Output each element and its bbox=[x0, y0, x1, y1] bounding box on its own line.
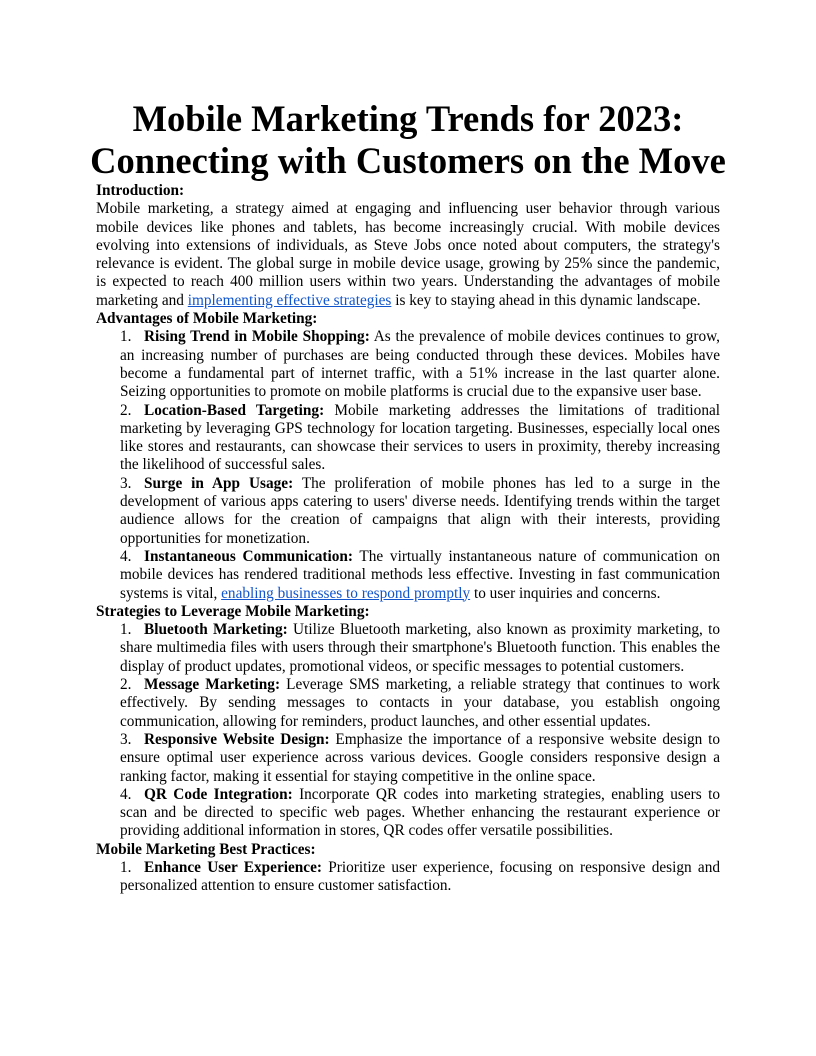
list-item-title: Surge in App Usage: bbox=[144, 474, 294, 492]
list-item-text: Leverage SMS marketing, a reliable strategy that continues to work effectively. By sending messages to contacts in your database, you establish ongoing communication, allowing for reminders, product launches, and other essential updates. bbox=[120, 676, 720, 730]
list-item-text: Incorporate QR codes into marketing strategies, enabling users to scan and be directed to specific web pages. Whether enhancing the restaurant experience or providing additional information in stores, QR codes offer versatile possibilities. bbox=[120, 785, 720, 840]
best-practices-heading: Mobile Marketing Best Practices: bbox=[96, 840, 316, 858]
list-item bbox=[120, 676, 720, 731]
list-item-number: 1. bbox=[120, 621, 132, 639]
list-item-text: As the prevalence of mobile devices continues to grow, an increasing number of purchases are being conducted through these devices. Mobiles have become a fundamental part of internet traffic, with a 51% increase in the last quarter alone. Seizing opportunities to promote on mobile platforms is crucial due to the expansive user base. bbox=[120, 328, 720, 401]
list-item-number: 4. bbox=[120, 785, 132, 803]
list-item-title: Bluetooth Marketing: bbox=[144, 621, 288, 639]
strategies-heading: Strategies to Leverage Mobile Marketing: bbox=[96, 602, 370, 620]
list-item-title: QR Code Integration: bbox=[144, 785, 293, 803]
intro-paragraph bbox=[96, 200, 720, 310]
list-item-text: Mobile marketing addresses the limitations of traditional marketing by leveraging GPS technology for location targeting. Businesses, especially local ones like stores and restaurants, can showcase their services to users in proximity, thereby increasing the likelihood of successful sales. bbox=[120, 401, 721, 474]
list-item-text-part-1: The virtually instantaneous nature of communication on mobile devices has rendered traditional methods less effective. Investing in fast communication systems is vital, bbox=[120, 547, 720, 602]
advantages-list bbox=[96, 328, 720, 602]
best-practices-list bbox=[96, 859, 720, 896]
list-item bbox=[120, 859, 720, 896]
list-item bbox=[120, 731, 720, 786]
list-item-title: Responsive Website Design: bbox=[144, 730, 330, 748]
list-item-title: Enhance User Experience: bbox=[144, 858, 322, 876]
list-item-number: 1. bbox=[120, 858, 132, 876]
list-item-title: Instantaneous Communication: bbox=[144, 547, 353, 565]
list-item-text: The proliferation of mobile phones has led to a surge in the development of various apps catering to users' diverse needs. Identifying trends within the target audience allows for the creation of campaigns that align with their interests, providing opportunities for monetization. bbox=[120, 474, 720, 547]
list-item-number: 4. bbox=[120, 547, 132, 565]
list-item-text: Emphasize the importance of a responsive website design to ensure optimal user experience across various devices. Google considers responsive design a ranking factor, making it essential for staying competitive in the online space. bbox=[120, 730, 721, 785]
list-item-title: Location-Based Targeting: bbox=[144, 401, 325, 419]
advantages-heading: Advantages of Mobile Marketing: bbox=[96, 310, 318, 328]
implementing-strategies-link[interactable]: implementing effective strategies bbox=[187, 291, 392, 309]
list-item-text-part-2: to user inquiries and concerns. bbox=[470, 584, 661, 602]
list-item bbox=[120, 548, 720, 603]
list-item-title: Message Marketing: bbox=[144, 676, 281, 694]
list-item bbox=[120, 786, 720, 841]
document-title bbox=[76, 98, 740, 182]
document-page bbox=[90, 98, 726, 896]
list-item-text: Prioritize user experience, focusing on responsive design and personalized attention to ensure customer satisfaction. bbox=[120, 858, 720, 895]
list-item-text: Utilize Bluetooth marketing, also known as proximity marketing, to share multimedia files with users through their smartphone's Bluetooth function. This enables the display of product updates, promotional videos, or specific messages to potential customers. bbox=[120, 621, 720, 675]
list-item bbox=[120, 328, 720, 401]
list-item-number: 3. bbox=[120, 474, 132, 492]
list-item bbox=[120, 402, 720, 475]
respond-promptly-link[interactable]: enabling businesses to respond promptly bbox=[221, 584, 471, 602]
title-line-1: Mobile Marketing Trends for 2023: bbox=[132, 98, 684, 139]
intro-heading: Introduction: bbox=[96, 182, 185, 199]
list-item-number: 1. bbox=[120, 328, 132, 346]
list-item-title: Rising Trend in Mobile Shopping: bbox=[144, 328, 370, 346]
strategies-list bbox=[96, 621, 720, 841]
list-item-number: 2. bbox=[120, 676, 132, 694]
list-item bbox=[120, 475, 720, 548]
title-line-2: Connecting with Customers on the Move bbox=[90, 140, 726, 181]
intro-text-part-2: is key to staying ahead in this dynamic landscape. bbox=[391, 291, 701, 309]
list-item bbox=[120, 621, 720, 676]
intro-text-part-1: Mobile marketing, a strategy aimed at engaging and influencing user behavior through various mobile devices like phones and tablets, has become increasingly crucial. With mobile devices evolving into extensions of individuals, as Steve Jobs once noted about computers, the strategy's relevance is evident. The global surge in mobile device usage, growing by 25% since the pandemic, is expected to reach 400 million users within two years. Understanding the advantages of mobile marketing and bbox=[96, 200, 720, 309]
list-item-number: 2. bbox=[120, 401, 132, 419]
list-item-number: 3. bbox=[120, 730, 132, 748]
